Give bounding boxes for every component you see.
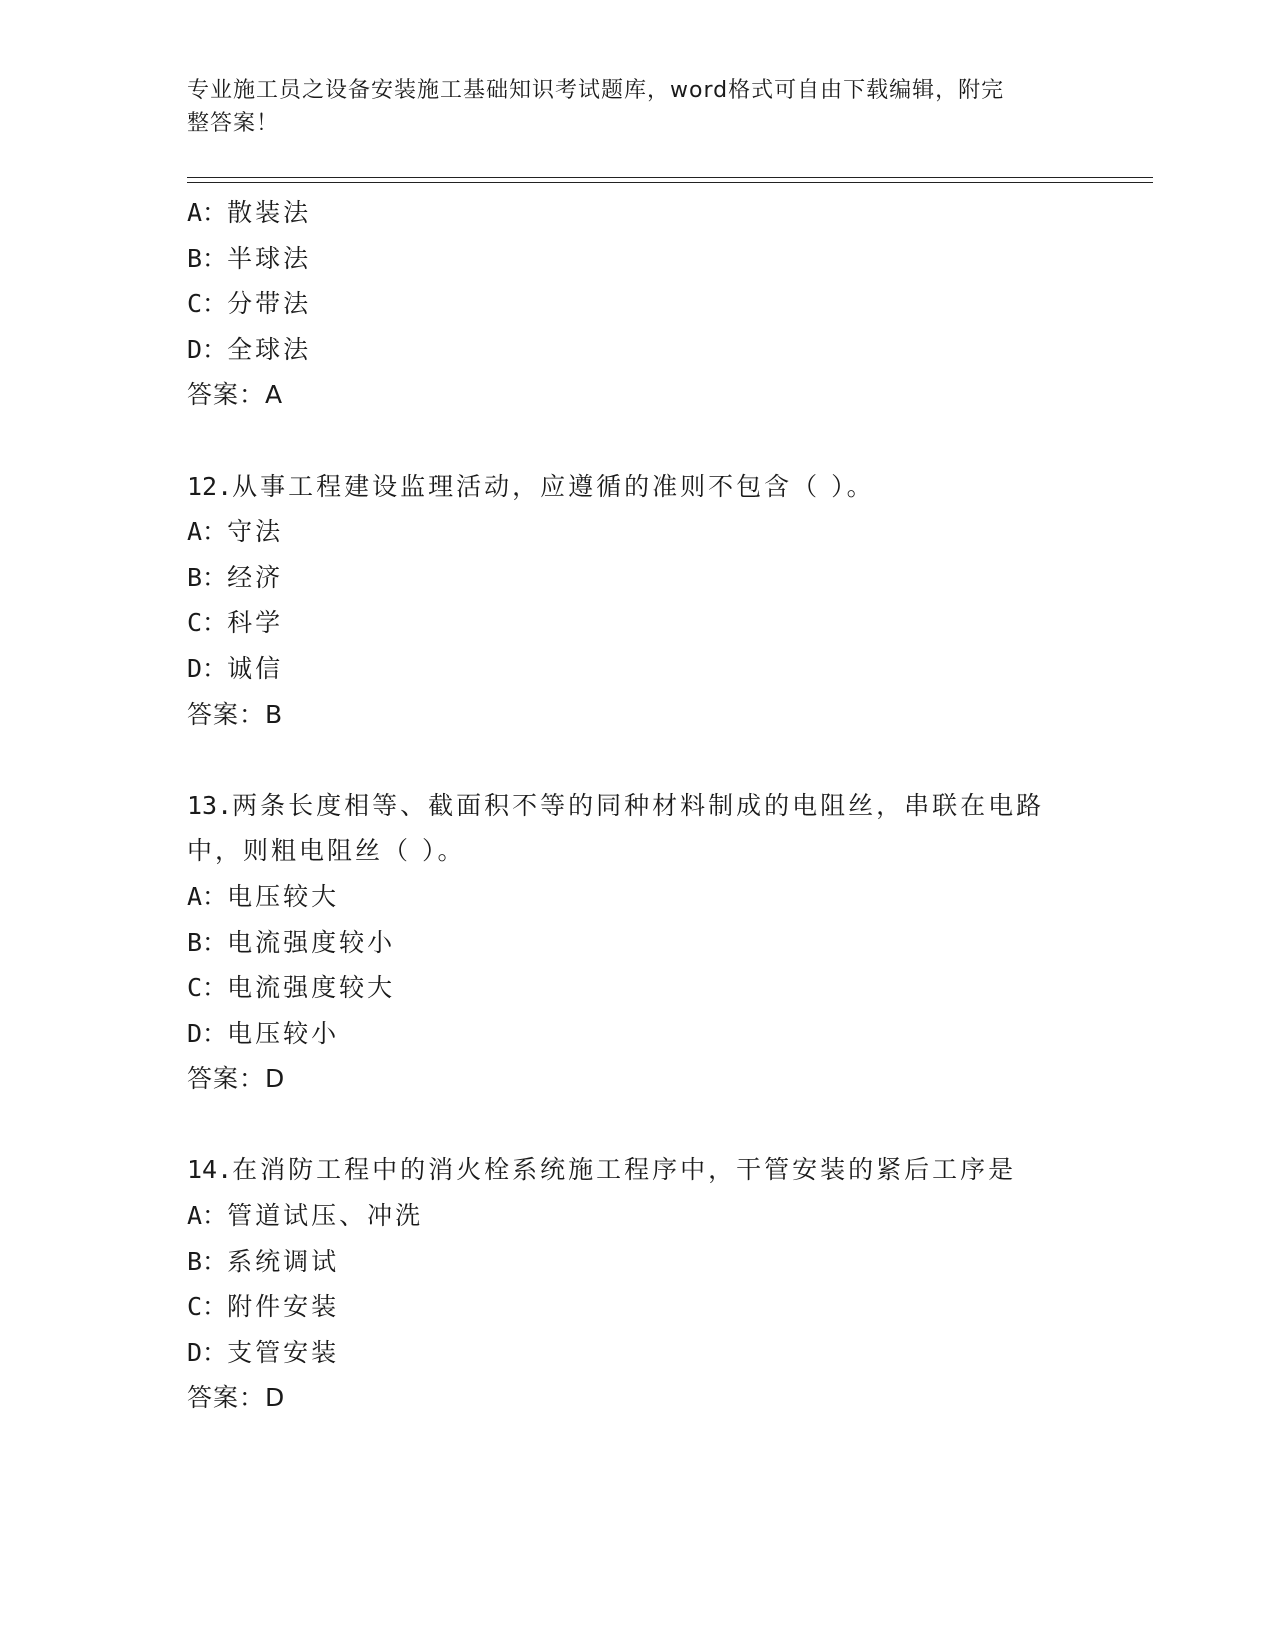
option-c: C：分带法 [187,289,312,319]
option-c: C：附件安装 [187,1292,340,1322]
header-rule-top [187,177,1153,178]
document-header [187,74,1067,140]
option-b: B：系统调试 [187,1246,340,1276]
answer-line: 答案：B [187,699,284,729]
option-c: C：电流强度较大 [187,973,396,1003]
option-b: B：电流强度较小 [187,927,396,957]
question-list [187,190,1087,1421]
option-d: D：诚信 [187,653,284,683]
answer-line: 答案：D [187,1064,286,1094]
option-a: A：守法 [187,517,284,547]
option-d: D：全球法 [187,334,312,364]
question-block-12 [187,464,1087,738]
option-b: B：半球法 [187,243,312,273]
option-a: A：管道试压、冲洗 [187,1201,424,1231]
option-d: D：支管安装 [187,1337,340,1367]
answer-line: 答案：D [187,1383,286,1413]
option-b: B：经济 [187,562,284,592]
option-a: A：散装法 [187,198,312,227]
option-d: D：电压较小 [187,1018,340,1048]
question-block-13 [187,783,1087,1102]
answer-line: 答案：A [187,380,284,410]
header-line-1: 专业施工员之设备安装施工基础知识考试题库，word格式可自由下载编辑，附完 [187,78,1005,103]
header-line-2: 整答案！ [187,111,280,136]
question-text-continued: 中，则粗电阻丝（ ）。 [187,836,466,866]
option-c: C：科学 [187,608,284,638]
question-block-11 [187,190,1087,418]
question-text: 13.两条长度相等、截面积不等的同种材料制成的电阻丝，串联在电路 [187,790,1045,820]
question-text: 14.在消防工程中的消火栓系统施工程序中，干管安装的紧后工序是 [187,1155,1017,1185]
header-rule-bottom [187,182,1153,183]
question-text: 12.从事工程建设监理活动，应遵循的准则不包含（ ）。 [187,471,875,501]
question-block-14 [187,1147,1087,1421]
option-a: A：电压较大 [187,881,340,911]
